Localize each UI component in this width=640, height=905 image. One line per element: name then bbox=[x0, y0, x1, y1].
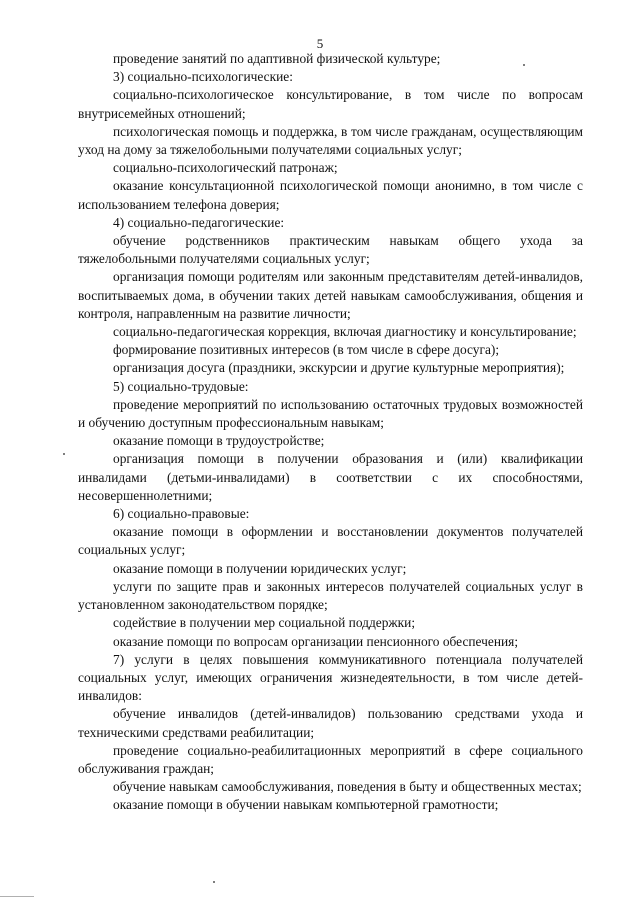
paragraph: проведение занятий по адаптивной физической культуре; bbox=[113, 51, 441, 66]
paragraph: оказание помощи в получении юридических услуг; bbox=[113, 560, 407, 576]
paragraph: проведение мероприятий по использованию остаточных трудовых возможностей и обучению доступным профессиональным навыкам; bbox=[78, 396, 583, 431]
paragraph: обучение инвалидов (детей-инвалидов) пользованию средствами ухода и техническими средствами реабилитации; bbox=[78, 706, 583, 740]
section-heading: 3) социально-психологические: bbox=[113, 69, 293, 85]
paragraph: оказание консультационной психологической помощи анонимно, в том числе с использованием телефона доверия; bbox=[78, 178, 583, 212]
scan-speck bbox=[213, 881, 215, 883]
paragraph: оказание помощи по вопросам организации пенсионного обеспечения; bbox=[113, 633, 519, 649]
paragraph: обучение навыкам самообслуживания, поведения в быту и общественных местах; bbox=[113, 779, 582, 795]
paragraph: психологическая помощь и поддержка, в том числе гражданам, осуществляющим уход на дому за тяжелобольными получателями социальных услуг; bbox=[78, 123, 583, 158]
section-heading: 7) услуги в целях повышения коммуникативного потенциала получателей социальных услуг, имеющих ограничения жизнедеятельности, в том числе детей-инвалидов: bbox=[78, 651, 583, 704]
section-heading: 4) социально-педагогические: bbox=[113, 214, 285, 230]
paragraph: оказание помощи в обучении навыкам компьютерной грамотности; bbox=[113, 797, 499, 813]
paragraph: социально-психологическое консультирование, в том числе по вопросам внутрисемейных отношений; bbox=[78, 87, 583, 121]
paragraph: социально-психологический патронаж; bbox=[113, 160, 338, 176]
page-number: 5 bbox=[316, 36, 324, 51]
paragraph: организация помощи родителям или законным представителям детей-инвалидов, воспитываемых дома, в обучении таких детей навыкам самообслуживания, общения и контроля, направленным на развитие личности; bbox=[78, 269, 583, 321]
paragraph: оказание помощи в оформлении и восстановлении документов получателей социальных услуг; bbox=[78, 524, 583, 558]
paragraph: содействие в получении мер социальной поддержки; bbox=[113, 615, 416, 631]
paragraph: формирование позитивных интересов (в том числе в сфере досуга); bbox=[113, 342, 500, 358]
paragraph: социально-педагогическая коррекция, включая диагностику и консультирование; bbox=[113, 324, 577, 340]
scan-speck bbox=[63, 453, 65, 455]
paragraph: организация помощи в получении образования и (или) квалификации инвалидами (детьми-инвалидами) в соответствии с их способностями, несовершеннолетними; bbox=[78, 451, 583, 503]
paragraph: обучение родственников практическим навыкам общего ухода за тяжелобольными получателями социальных услуг; bbox=[78, 233, 583, 267]
document-body bbox=[78, 50, 583, 815]
paragraph: проведение социально-реабилитационных мероприятий в сфере социального обслуживания граждан; bbox=[78, 742, 583, 776]
paragraph: организация досуга (праздники, экскурсии и другие культурные мероприятия); bbox=[113, 360, 565, 376]
section-heading: 5) социально-трудовые: bbox=[113, 378, 249, 394]
scan-speck bbox=[523, 64, 525, 66]
paragraph: услуги по защите прав и законных интересов получателей социальных услуг в установленном законодательством порядке; bbox=[78, 578, 583, 613]
scan-edge-mark bbox=[0, 896, 34, 897]
paragraph: оказание помощи в трудоустройстве; bbox=[113, 433, 325, 449]
section-heading: 6) социально-правовые: bbox=[113, 506, 250, 522]
